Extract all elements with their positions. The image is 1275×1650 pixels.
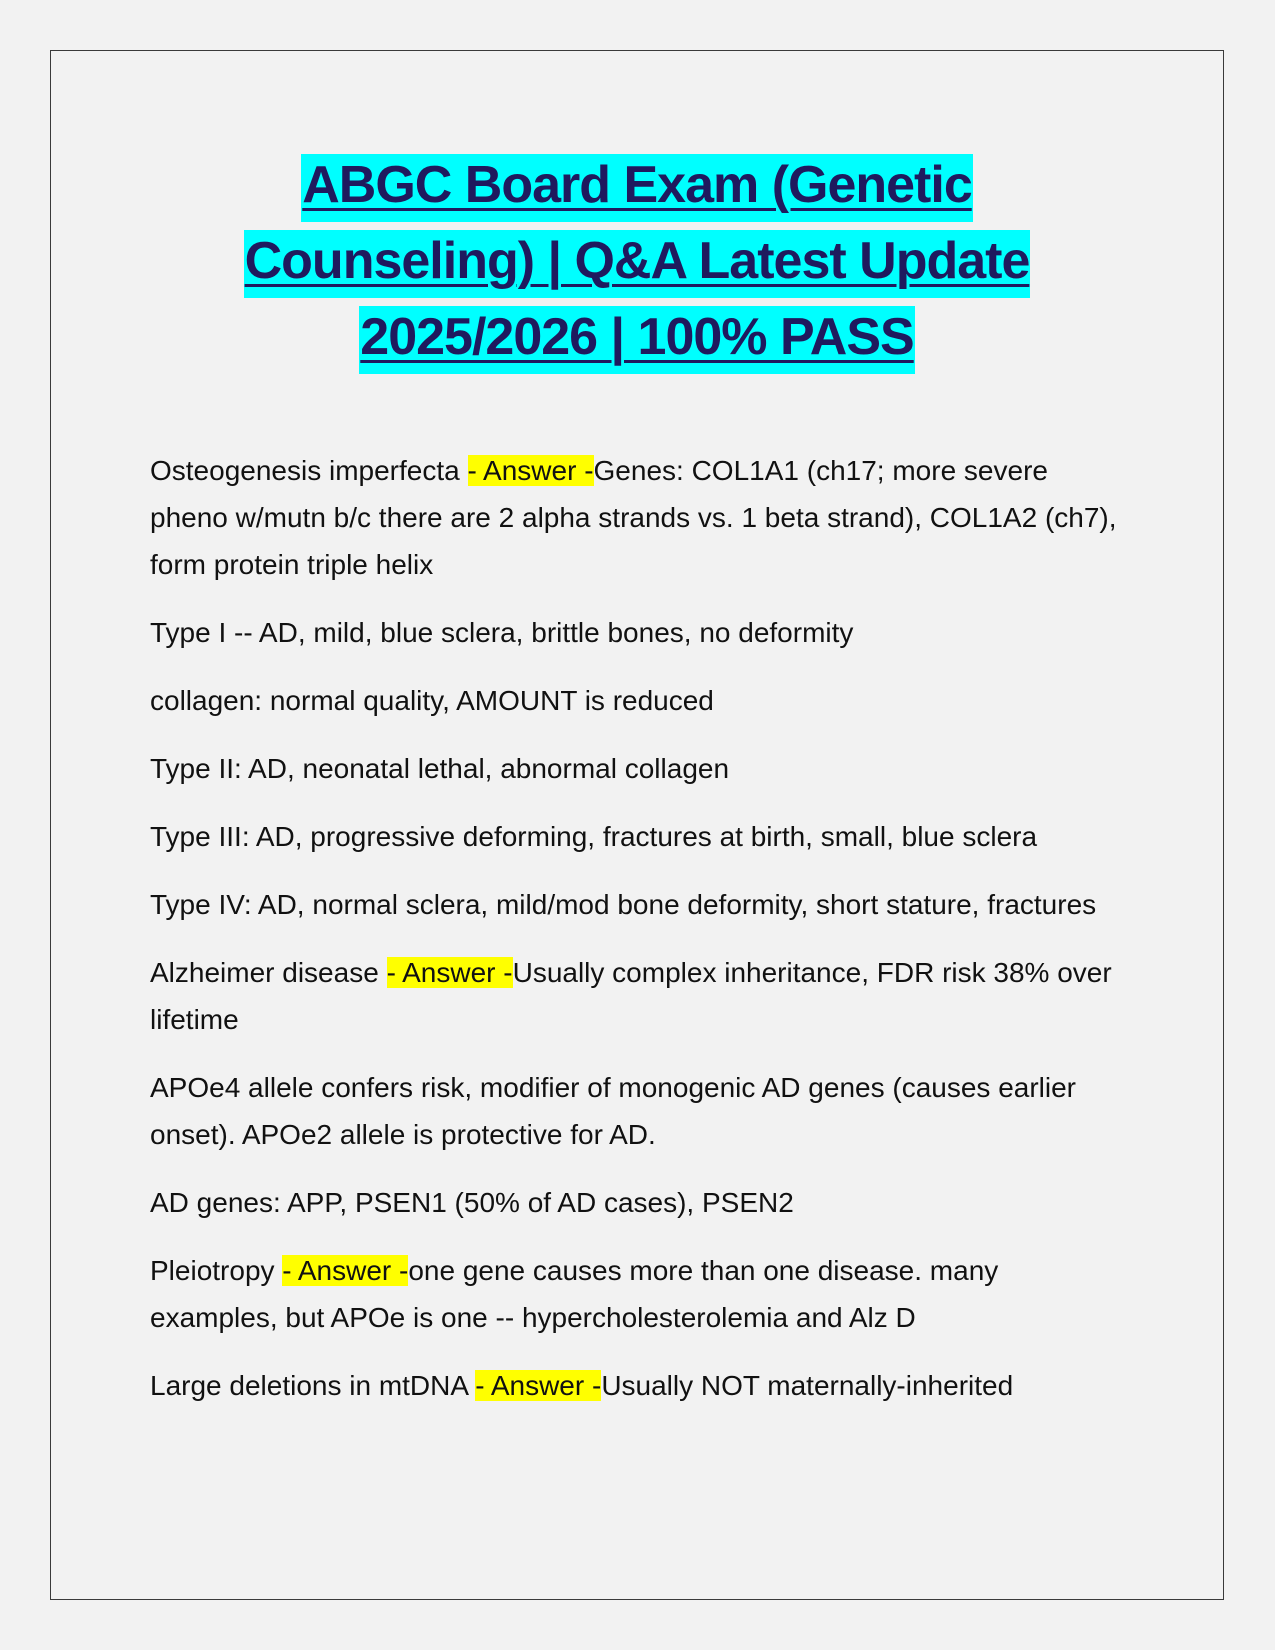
question-term: Pleiotropy [150,1255,283,1286]
question-term: Large deletions in mtDNA [150,1370,476,1401]
answer-text: Usually complex inheritance, FDR risk 38% over lifetime [150,957,1112,1035]
title-line-1: ABGC Board Exam (Genetic [301,154,973,222]
answer-marker: - Answer - [282,1255,409,1286]
answer-line: Type II: AD, neonatal lethal, abnormal collagen [150,753,730,784]
answer-line: AD genes: APP, PSEN1 (50% of AD cases), PSEN2 [150,1187,794,1218]
answer-text: Genes: COL1A1 (ch17; more severe pheno w/mutn b/c there are 2 alpha strands vs. 1 beta strand), COL1A2 (ch7), form protein triple helix [150,455,1117,580]
qa-question-osteogenesis [150,447,1130,588]
qa-question-mtdna [150,1362,1130,1409]
qa-content [150,447,1130,1430]
answer-line: Type IV: AD, normal sclera, mild/mod bone deformity, short stature, fractures [150,889,1097,920]
answer-marker: - Answer - [467,455,594,486]
question-term: Osteogenesis imperfecta [150,455,468,486]
document-title [50,147,1224,375]
answer-line: Type I -- AD, mild, blue sclera, brittle bones, no deformity [150,617,854,648]
title-line-2: Counseling) | Q&A Latest Update [244,230,1031,298]
answer-text: one gene causes more than one disease. many examples, but APOe is one -- hypercholesterolemia and Alz D [150,1255,999,1333]
question-term: Alzheimer disease [150,957,387,988]
answer-line: APOe4 allele confers risk, modifier of monogenic AD genes (causes earlier onset). APOe2 allele is protective for AD. [150,1072,1076,1150]
answer-marker: - Answer - [386,957,513,988]
answer-text: Usually NOT maternally-inherited [601,1370,1014,1401]
qa-question-alzheimer [150,949,1130,1043]
answer-line: collagen: normal quality, AMOUNT is reduced [150,685,714,716]
qa-question-pleiotropy [150,1247,1130,1341]
answer-line: Type III: AD, progressive deforming, fractures at birth, small, blue sclera [150,821,1038,852]
answer-marker: - Answer - [475,1370,602,1401]
title-line-3: 2025/2026 | 100% PASS [359,306,914,374]
